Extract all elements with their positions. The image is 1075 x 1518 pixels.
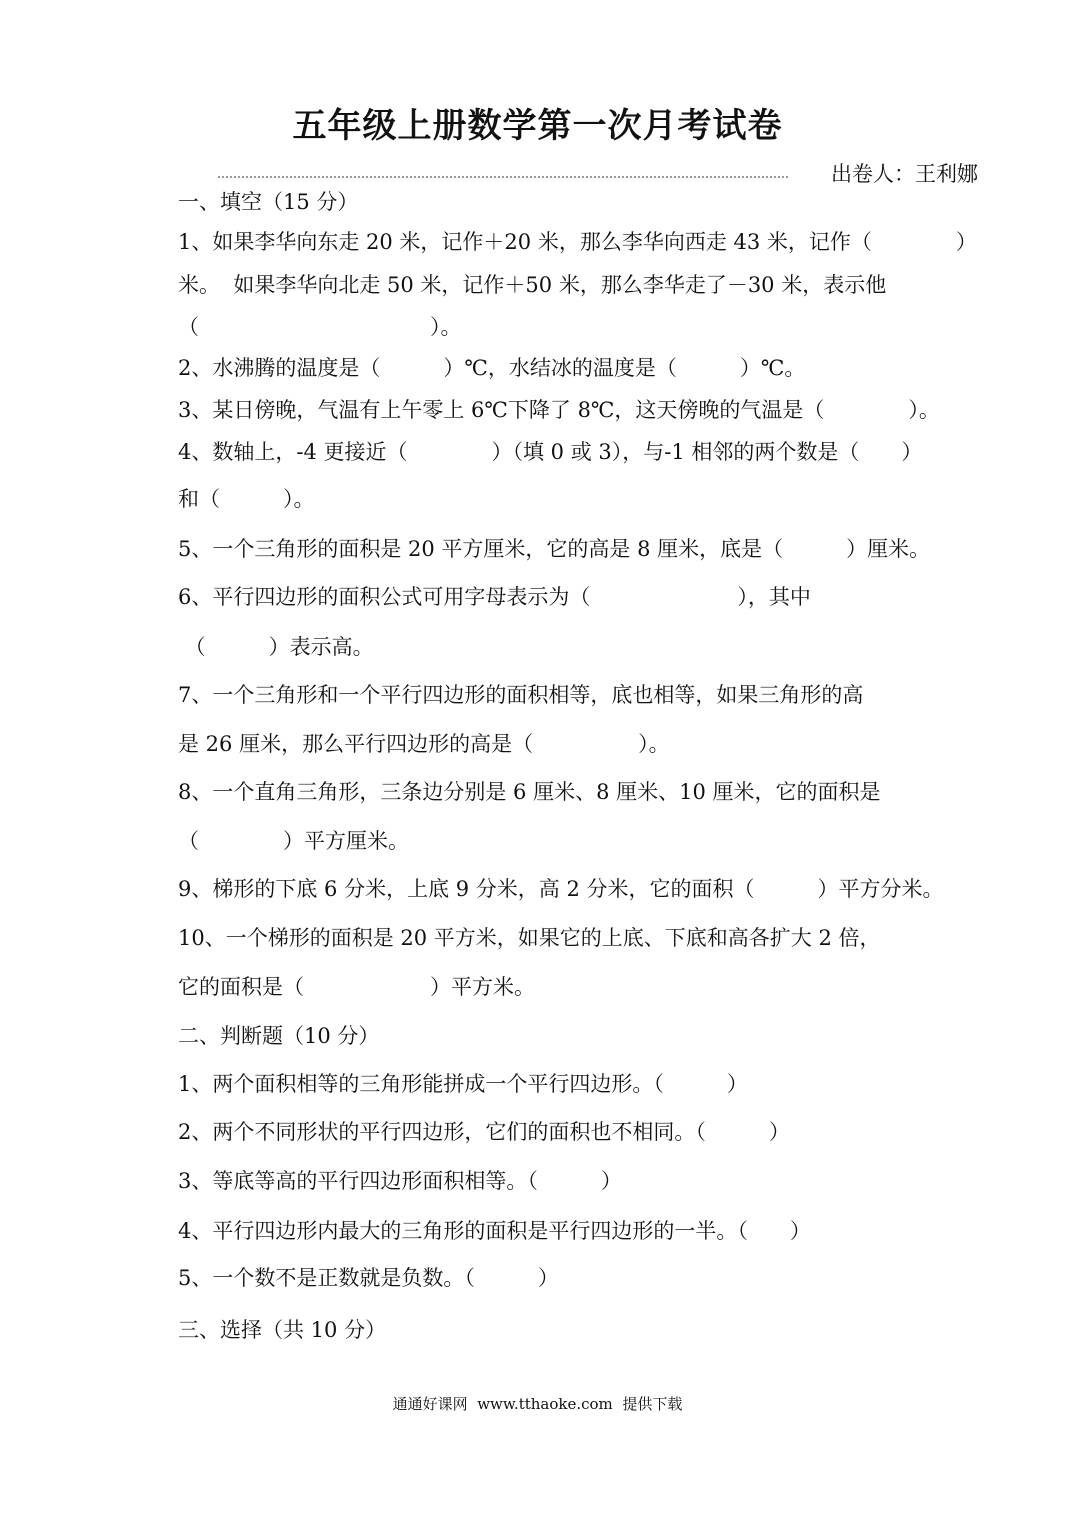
section-heading-fill-blank: 一、填空（15 分）	[178, 190, 359, 214]
question-line: 4、数轴上，-4 更接近（ ）（填 0 或 3），与-1 相邻的两个数是（ ）	[178, 440, 923, 464]
author-row	[218, 158, 978, 184]
question-line: 5、一个数不是正数就是负数。（ ）	[178, 1266, 559, 1290]
question-line: 4、平行四边形内最大的三角形的面积是平行四边形的一半。（ ）	[178, 1219, 811, 1243]
question-line: 3、等底等高的平行四边形面积相等。（ ）	[178, 1169, 622, 1193]
exam-title: 五年级上册数学第一次月考试卷	[292, 106, 783, 146]
question-line: 2、两个不同形状的平行四边形，它们的面积也不相同。（ ）	[178, 1120, 790, 1144]
question-line: 6、平行四边形的面积公式可用字母表示为（ ），其中	[178, 585, 811, 609]
question-line: 1、两个面积相等的三角形能拼成一个平行四边形。（ ）	[178, 1072, 748, 1096]
question-line: 8、一个直角三角形，三条边分别是 6 厘米、8 厘米、10 厘米，它的面积是	[178, 780, 881, 804]
question-line: 是 26 厘米，那么平行四边形的高是（ ）。	[178, 732, 670, 756]
author-label: 出卷人：王利娜	[831, 162, 978, 186]
question-line: （ ）平方厘米。	[178, 829, 409, 853]
footer-credit: 通通好课网 www.tthaoke.com 提供下载	[392, 1395, 683, 1413]
question-line: 9、梯形的下底 6 分米，上底 9 分米，高 2 分米，它的面积（ ）平方分米。	[178, 877, 944, 901]
question-line: （ ）表示高。	[178, 635, 374, 659]
question-line: 1、如果李华向东走 20 米，记作＋20 米，那么李华向西走 43 米，记作（ ）	[178, 230, 977, 254]
question-line: 2、水沸腾的温度是（ ）℃，水结冰的温度是（ ）℃。	[178, 356, 806, 380]
question-line: 5、一个三角形的面积是 20 平方厘米，它的高是 8 厘米，底是（ ）厘米。	[178, 537, 931, 561]
dotted-divider	[218, 176, 788, 178]
question-line: 它的面积是（ ）平方米。	[178, 975, 535, 999]
question-line: 3、某日傍晚，气温有上午零上 6℃下降了 8℃，这天傍晚的气温是（ ）。	[178, 398, 940, 422]
question-line: 和（ ）。	[178, 487, 315, 511]
section-heading-choice: 三、选择（共 10 分）	[178, 1318, 387, 1342]
question-line: （ ）。	[178, 315, 462, 339]
question-line: 7、一个三角形和一个平行四边形的面积相等，底也相等，如果三角形的高	[178, 683, 864, 707]
question-line: 米。 如果李华向北走 50 米，记作＋50 米，那么李华走了－30 米，表示他	[178, 273, 887, 297]
section-heading-true-false: 二、判断题（10 分）	[178, 1024, 380, 1048]
question-line: 10、一个梯形的面积是 20 平方米，如果它的上底、下底和高各扩大 2 倍，	[178, 926, 881, 950]
